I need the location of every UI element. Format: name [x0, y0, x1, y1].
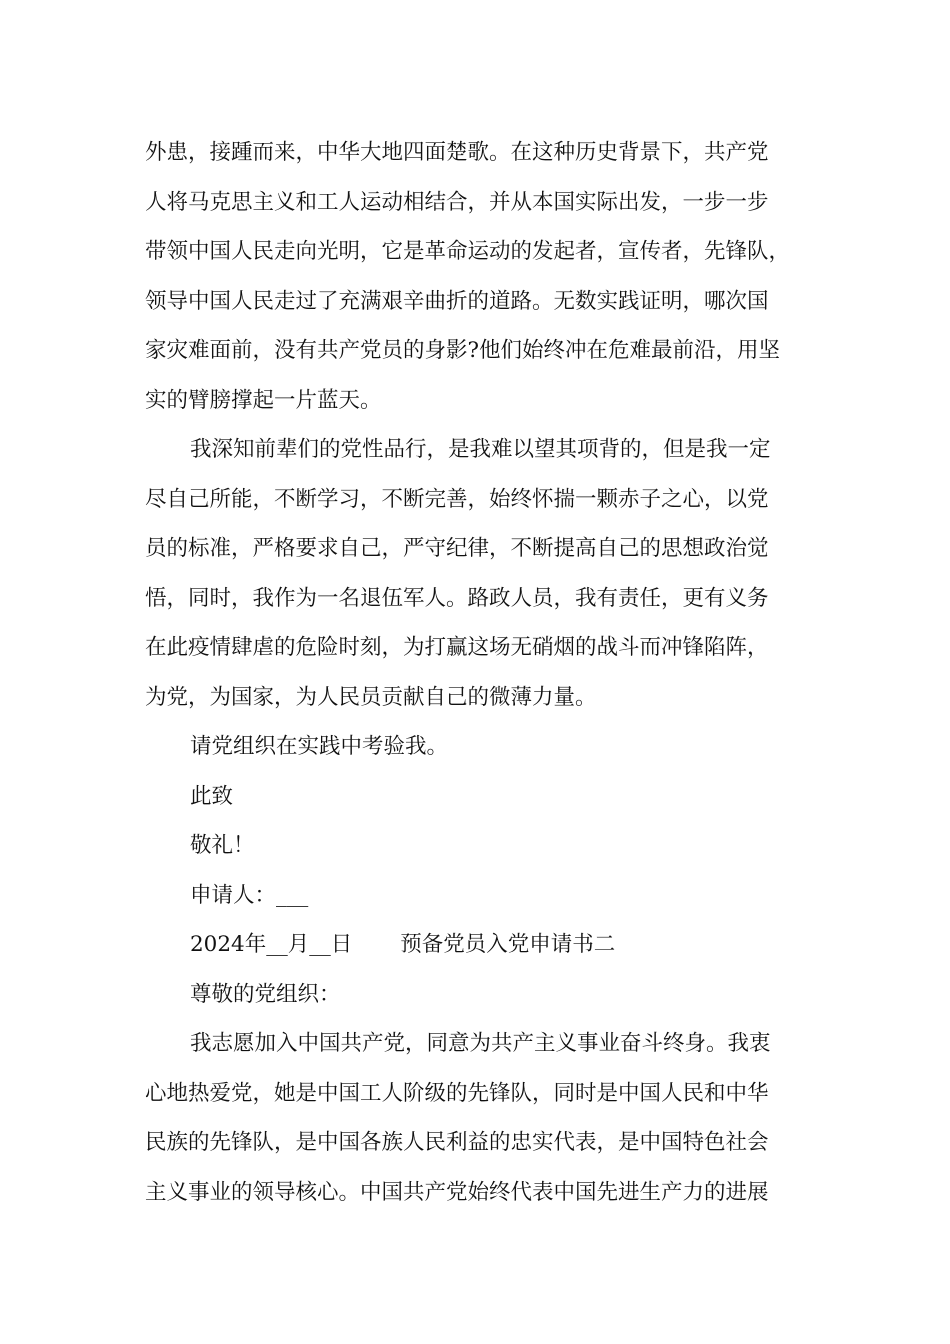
text-line: 悟，同时，我作为一名退伍军人。路政人员，我有责任，更有义务	[145, 585, 769, 611]
text-line: 外患，接踵而来，中华大地四面楚歌。在这种历史背景下，共产党	[145, 140, 769, 165]
request-line: 请党组织在实践中考验我。	[190, 734, 449, 759]
text-line: 人将马克思主义和工人运动相结合，并从本国实际出发，一步一步	[145, 189, 769, 215]
date-title-line	[145, 920, 825, 970]
jingli-line: 敬礼！	[190, 833, 255, 858]
paragraph-commitment	[145, 425, 825, 722]
text-line: 民族的先锋队，是中国各族人民利益的忠实代表，是中国特色社会	[145, 1130, 769, 1155]
text-line: 我深知前辈们的党性品行，是我难以望其项背的，但是我一定	[190, 437, 771, 462]
next-document-title: 预备党员入党申请书二	[400, 932, 616, 957]
text-line: 领导中国人民走过了充满艰辛曲折的道路。无数实践证明，哪次国	[145, 288, 769, 314]
text-line: 实的臂膀撑起一片蓝天。	[145, 387, 382, 413]
text-line: 为党，为国家，为人民员贡献自己的微薄力量。	[145, 684, 597, 710]
text-line: 我志愿加入中国共产党，同意为共产主义事业奋斗终身。我衷	[190, 1031, 771, 1056]
text-line: 家灾难面前，没有共产党员的身影?他们始终冲在危难最前沿，用坚	[145, 338, 781, 363]
applicant-line: 申请人：___	[190, 882, 309, 908]
text-line: 员的标准，严格要求自己，严守纪律，不断提高自己的思想政治觉	[145, 536, 769, 561]
text-line: 带领中国人民走向光明，它是革命运动的发起者，宣传者，先锋队，	[145, 239, 791, 264]
document-body	[145, 128, 825, 1217]
cizhi-line: 此致	[190, 783, 234, 809]
text-line: 在此疫情肆虐的危险时刻，为打赢这场无硝烟的战斗而冲锋陷阵，	[145, 635, 769, 660]
salutation-line: 尊敬的党组织：	[190, 981, 341, 1007]
text-line: 心地热爱党，她是中国工人阶级的先锋队，同时是中国人民和中华	[145, 1080, 769, 1106]
text-line: 尽自己所能，不断学习，不断完善，始终怀揣一颗赤子之心，以党	[145, 486, 769, 512]
paragraph-pledge	[145, 1019, 825, 1217]
text-line: 主义事业的领导核心。中国共产党始终代表中国先进生产力的进展	[145, 1179, 769, 1205]
date-text: 2024年__月__日	[190, 932, 353, 957]
paragraph-history	[145, 128, 825, 425]
